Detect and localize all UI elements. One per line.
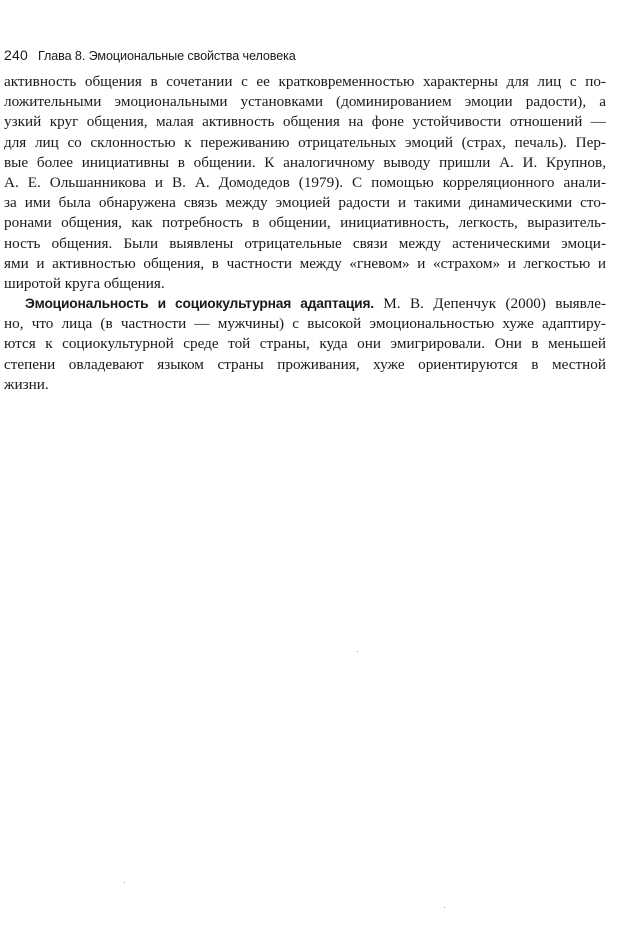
body-text <box>4 72 606 395</box>
text-line: активность общения в сочетании с ее кратковременностью характерны для лиц с по- <box>4 73 606 90</box>
text-line <box>4 294 606 314</box>
paragraph-sociocultural-adaptation <box>4 294 606 395</box>
text-line: за ими была обнаружена связь между эмоцией радости и такими динамическими сто- <box>4 194 606 212</box>
scan-speck <box>357 651 358 652</box>
scan-speck <box>124 882 125 883</box>
text-line: жизни. <box>4 375 49 393</box>
text-line: широтой круга общения. <box>4 274 165 292</box>
text-line: ются к социокультурной среде той страны, куда они эмигрировали. Они в меньшей <box>4 335 606 353</box>
heading-continuation: М. В. Депенчук (2000) выявле- <box>373 295 606 313</box>
text-line: А. Е. Ольшанникова и В. А. Домодедов (1979). С помощью корреляционного анали- <box>4 173 606 191</box>
chapter-title: Глава 8. Эмоциональные свойства человека <box>38 49 296 63</box>
scan-speck <box>444 907 445 908</box>
text-line: ронами общения, как потребность в общении, инициативность, легкость, выразитель- <box>4 214 606 232</box>
text-line: ность общения. Были выявлены отрицательные связи между астеническими эмоци- <box>4 234 606 252</box>
running-header <box>4 47 604 64</box>
text-line: степени овладевают языком страны проживания, хуже ориентируются в местной <box>4 355 606 373</box>
page-number: 240 <box>4 47 28 63</box>
text-line: ложительными эмоциональными установками (доминированием эмоции радости), а <box>4 93 606 111</box>
text-line: для лиц со склонностью к переживанию отрицательных эмоций (страх, печаль). Пер- <box>4 133 606 151</box>
paragraph-communication-emotions <box>4 72 606 294</box>
text-line: узкий круг общения, малая активность общения на фоне устойчивости отношений — <box>4 113 606 131</box>
text-line: вые более инициативны в общении. К аналогичному выводу пришли А. И. Крупнов, <box>4 153 606 171</box>
text-line: но, что лица (в частности — мужчины) с высокой эмоциональностью хуже адаптиру- <box>4 315 606 333</box>
section-heading: Эмоциональность и социокультурная адаптация. <box>25 296 374 312</box>
text-line: ями и активностью общения, в частности между «гневом» и «страхом» и легкостью и <box>4 254 606 272</box>
